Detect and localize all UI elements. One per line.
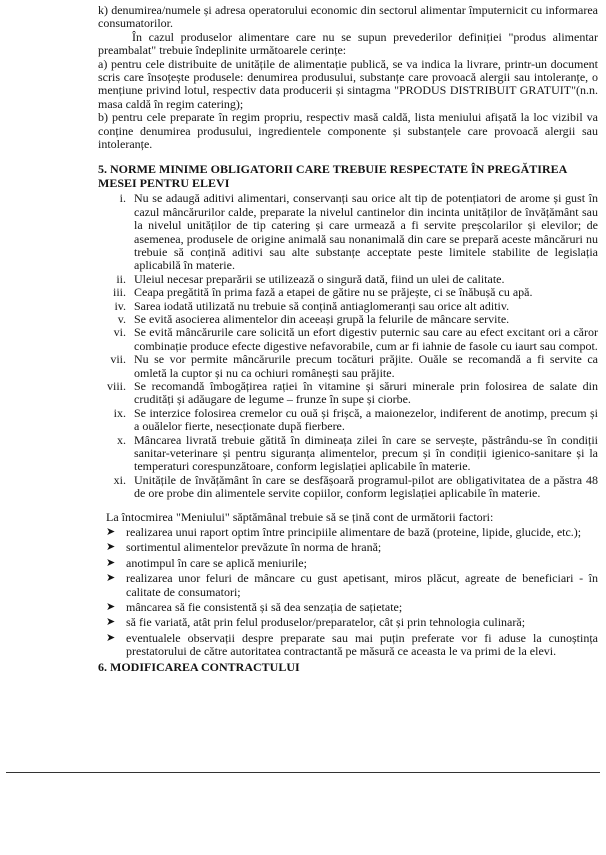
list-item	[98, 380, 598, 407]
list-text: Sarea iodată utilizată nu trebuie să conțină antiaglomeranți sau orice alt aditiv.	[134, 298, 510, 313]
list-item	[98, 474, 598, 501]
arrow-bullet-icon: ➤	[106, 541, 116, 554]
list-number: ii.	[116, 271, 126, 286]
list-number: v.	[117, 311, 126, 326]
arrow-bullet-icon: ➤	[106, 616, 116, 629]
list-number: iii.	[112, 285, 126, 300]
list-item	[98, 353, 598, 380]
list-item	[106, 616, 598, 629]
list-text: mâncarea să fie consistentă și să dea senzația de sațietate;	[126, 600, 403, 615]
list-text: Unitățile de învățământ în care se desfășoară programul-pilot are obligativitatea de a păstra 48 de ore probe din alimentele servite copiilor, conform legislației aplicabile în materie.	[134, 472, 598, 501]
arrow-bullet-icon: ➤	[106, 631, 116, 644]
list-text: realizarea unui raport optim între principiile alimentare de bază (proteine, lipide, glucide, etc.);	[126, 525, 582, 540]
section-5-heading: 5. NORME MINIME OBLIGATORII CARE TREBUIE RESPECTATE ÎN PREGĂTIREA MESEI PENTRU ELEVI	[98, 162, 567, 190]
arrow-bullet-icon: ➤	[106, 601, 116, 614]
list-number: iv.	[114, 298, 126, 313]
list-number: vi.	[113, 325, 126, 340]
paragraph-unpacked-intro: În cazul produselor alimentare care nu se supun prevederilor definiției "produs alimentar preambalat" trebuie îndeplinite următoarele cerințe:	[98, 29, 598, 58]
list-text: Mâncarea livrată trebuie gătită în dimineața zilei în care se servește, păstrându-se în condiții sanitar-veterinare și pentru siguranța alimentelor, precum și în condiții igienico-sanitare și la temperaturi corespunzătoare, conform legislației aplicabile în materie.	[134, 432, 598, 474]
list-item	[106, 601, 598, 614]
menu-factors-list	[98, 526, 598, 659]
list-item	[98, 326, 598, 353]
arrow-bullet-icon: ➤	[106, 572, 116, 585]
list-number: viii.	[106, 378, 126, 393]
list-text: realizarea unor feluri de mâncare cu gust apetisant, miros plăcut, agreate de beneficiari - în calitate de consumatori;	[126, 571, 598, 599]
paragraph-item-a: a) pentru cele distribuite de unitățile de alimentație publică, se va indica la livrare, printr-un document scris care însoțește produsele: denumirea produsului, substanțe care provoacă alergii sau intoleranțe, o mențiune privind lotul, respectiv data producerii și sintagma "PRODUS DISTRIBUIT GRATUIT"(n.n. masa caldă în regim catering);	[98, 56, 598, 111]
list-text: sortimentul alimentelor prevăzute în norma de hrană;	[126, 540, 382, 555]
list-text: Uleiul necesar preparării se utilizează o singură dată, fiind un ulei de calitate.	[134, 271, 505, 286]
list-text: Nu se adaugă aditivi alimentari, conservanți sau orice alt tip de potențiatori de arome și gust în cazul mâncărurilor calde, preparate la nivelul cantinelor din incinta unităților de învățământ sau la nivelul unităților de tip catering și care urmează a fi servite preșcolarilor și elevilor; de asemenea, produsele de origine animală sau nonanimală din care se prepară aceste mâncăruri nu trebuie să conțină aditivi sau alte substanțe acceptate peste limitele stabilite de legislația aplicabilă în materie.	[134, 191, 598, 273]
list-item	[98, 313, 598, 326]
list-item	[98, 407, 598, 434]
list-item	[106, 632, 598, 659]
list-item	[98, 273, 598, 286]
list-number: vii.	[110, 352, 126, 367]
list-item	[106, 557, 598, 570]
list-text: Se recomandă îmbogățirea rației în vitamine și săruri minerale prin folosirea de salate din crudități și adăugare de legume – frunze în supe și ciorbe.	[134, 378, 598, 407]
list-text: Se evită mâncărurile care solicită un efort digestiv puternic sau care au efect excitant ori a căror combinație produce efecte digestive nefavorabile, cum ar fi iahnie de fasole cu iaurt sau compot.	[134, 325, 598, 353]
list-item	[98, 192, 598, 272]
paragraph-item-b: b) pentru cele preparate în regim propriu, respectiv masă caldă, lista meniului afișată la loc vizibil va conține denumirea produsului, ingredientele componente și substanțele care provoacă alergii sau intoleranțe.	[98, 110, 598, 152]
page-divider	[6, 772, 600, 773]
list-item	[106, 526, 598, 539]
list-text: Se interzice folosirea cremelor cu ouă și frișcă, a maionezelor, indiferent de anotimp, precum și a ouălelor fierte, nesecționate după fierbere.	[134, 405, 598, 434]
list-item	[98, 434, 598, 474]
list-number: i.	[119, 191, 126, 206]
list-text: anotimpul în care se aplică meniurile;	[126, 555, 307, 570]
list-text: Se evită asocierea alimentelor din aceeași grupă la felurile de mâncare servite.	[134, 311, 510, 326]
list-item	[106, 541, 598, 554]
list-text: să fie variată, atât prin felul produselor/preparatelor, cât și prin tehnologia culinară;	[126, 615, 526, 630]
list-item	[106, 572, 598, 599]
list-item	[98, 286, 598, 299]
list-number: xi.	[113, 472, 126, 487]
rules-list	[98, 192, 598, 500]
menu-intro: La întocmirea "Meniului" săptămânal trebuie să se țină cont de următorii factori:	[106, 509, 494, 524]
list-number: x.	[117, 432, 126, 447]
list-text: eventualele observații despre preparate sau mai puțin preferate vor fi aduse la cunoștința prestatorului de către autoritatea contractantă pe măsură ce aceasta le va primi de la elevi.	[126, 630, 598, 659]
paragraph-k: k) denumirea/numele și adresa operatorului economic din sectorul alimentar împuternicit cu informarea consumatorilor.	[98, 3, 598, 31]
arrow-bullet-icon: ➤	[106, 526, 116, 539]
list-text: Nu se vor permite mâncărurile precum tocături prăjite. Ouăle se recomandă a fi servite ca omletă la cuptor și nu ca ochiuri românești sau prăjite.	[134, 352, 598, 380]
list-text: Ceapa pregătită în prima fază a etapei de gătire nu se prăjește, ci se înăbușă cu apă.	[134, 285, 533, 300]
list-number: ix.	[113, 405, 126, 420]
arrow-bullet-icon: ➤	[106, 556, 116, 569]
list-item	[98, 300, 598, 313]
section-6-heading: 6. MODIFICAREA CONTRACTULUI	[98, 659, 300, 674]
